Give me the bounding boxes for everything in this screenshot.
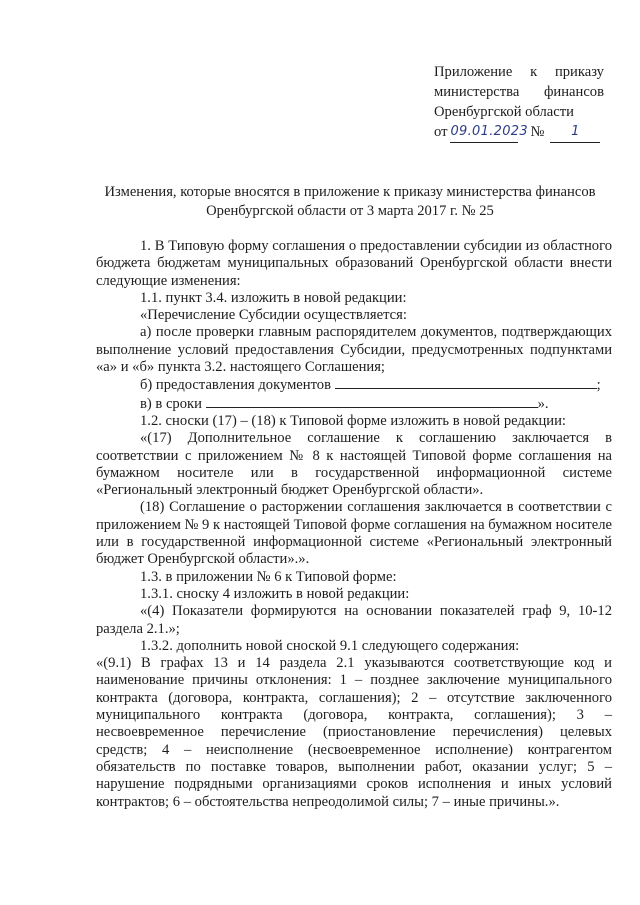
document-body [96, 238, 612, 811]
handwritten-number: 1 [550, 122, 600, 143]
fill-end: ; [596, 377, 601, 394]
approval-text: приказу [554, 64, 604, 80]
fill-label: в) в сроки [140, 395, 202, 412]
paragraph-fill-documents [96, 376, 612, 394]
paragraph: «(4) Показатели формируются на основании показателей граф 9, 10-12 раздела 2.1.»; [96, 603, 612, 637]
approval-text: министерства [434, 84, 520, 100]
paragraph: «(9.1) В графах 13 и 14 раздела 2.1 указываются соответствующие код и наименование причины отклонения: 1 – позднее заключение муниципального контракта (договора, контракта, соглашения); 2 – отсутствие заключенного муниципального контракта (договора, контракта, соглашения); 3 – несвоевременное перечисление (приостановление перечисления) целевых средств; 4 – неисполнение (несвоевременное исполнение) контрагентом обязательств по поставке товаров, выполнении работ, оказании услуг; 5 – нарушение подрядными организациями сроков исполнения и иных условий контрактов; 6 – обстоятельства непреодолимой силы; 7 – иные причины.». [96, 655, 612, 810]
approval-text: финансов [543, 84, 604, 100]
handwritten-date: 09.01.2023 [450, 122, 518, 143]
heading-line: Изменения, которые вносятся в приложение к приказу министерства финансов [104, 184, 596, 200]
paragraph-fill-terms [96, 395, 612, 413]
fill-label: б) предоставления документов [140, 377, 331, 394]
approval-line-4 [434, 122, 604, 143]
paragraph: «Перечисление Субсидии осуществляется: [140, 307, 407, 324]
blank-line [206, 395, 538, 408]
paragraph: 1.1. пункт 3.4. изложить в новой редакции: [140, 289, 407, 306]
paragraph: (18) Соглашение о расторжении соглашения заключается в соответствии с приложением № 9 к настоящей Типовой форме соглашения на бумажном носителе или в государственной информационной системе «Региональный электронный бюджет Оренбургской области».». [96, 499, 612, 568]
date-prefix: от [434, 124, 448, 140]
paragraph: 1.3.2. дополнить новой сноской 9.1 следующего содержания: [140, 637, 520, 654]
approval-stamp [434, 62, 604, 143]
heading-line: Оренбургской области от 3 марта 2017 г. № 25 [206, 203, 494, 219]
approval-line-1 [434, 62, 604, 82]
paragraph: 1.3. в приложении № 6 к Типовой форме: [140, 568, 397, 585]
fill-end: ». [537, 395, 549, 412]
paragraph: 1.3.1. сноску 4 изложить в новой редакции: [140, 585, 410, 602]
approval-line-2 [434, 82, 604, 102]
paragraph: 1. В Типовую форму соглашения о предоставлении субсидии из областного бюджета бюджетам муниципальных образований Оренбургской области внести следующие изменения: [96, 238, 612, 289]
approval-text: Приложение [434, 64, 513, 80]
paragraph: а) после проверки главным распорядителем документов, подтверждающих выполнение условий предоставления Субсидии, предусмотренных подпунктами «а» и «б» пункта 3.2. настоящего Соглашения; [96, 324, 612, 376]
document-heading [80, 183, 620, 221]
paragraph: «(17) Дополнительное соглашение к соглашению заключается в соответствии с приложением № 8 к настоящей Типовой форме соглашения на бумажном носителе или в государственной информационной системе «Региональный электронный бюджет Оренбургской области». [96, 430, 612, 499]
approval-text: к [530, 64, 538, 80]
blank-line [335, 376, 597, 389]
number-prefix: № [530, 124, 545, 140]
approval-text: Оренбургской области [434, 104, 574, 120]
approval-line-3 [434, 102, 604, 122]
paragraph: 1.2. сноски (17) – (18) к Типовой форме изложить в новой редакции: [140, 412, 566, 429]
